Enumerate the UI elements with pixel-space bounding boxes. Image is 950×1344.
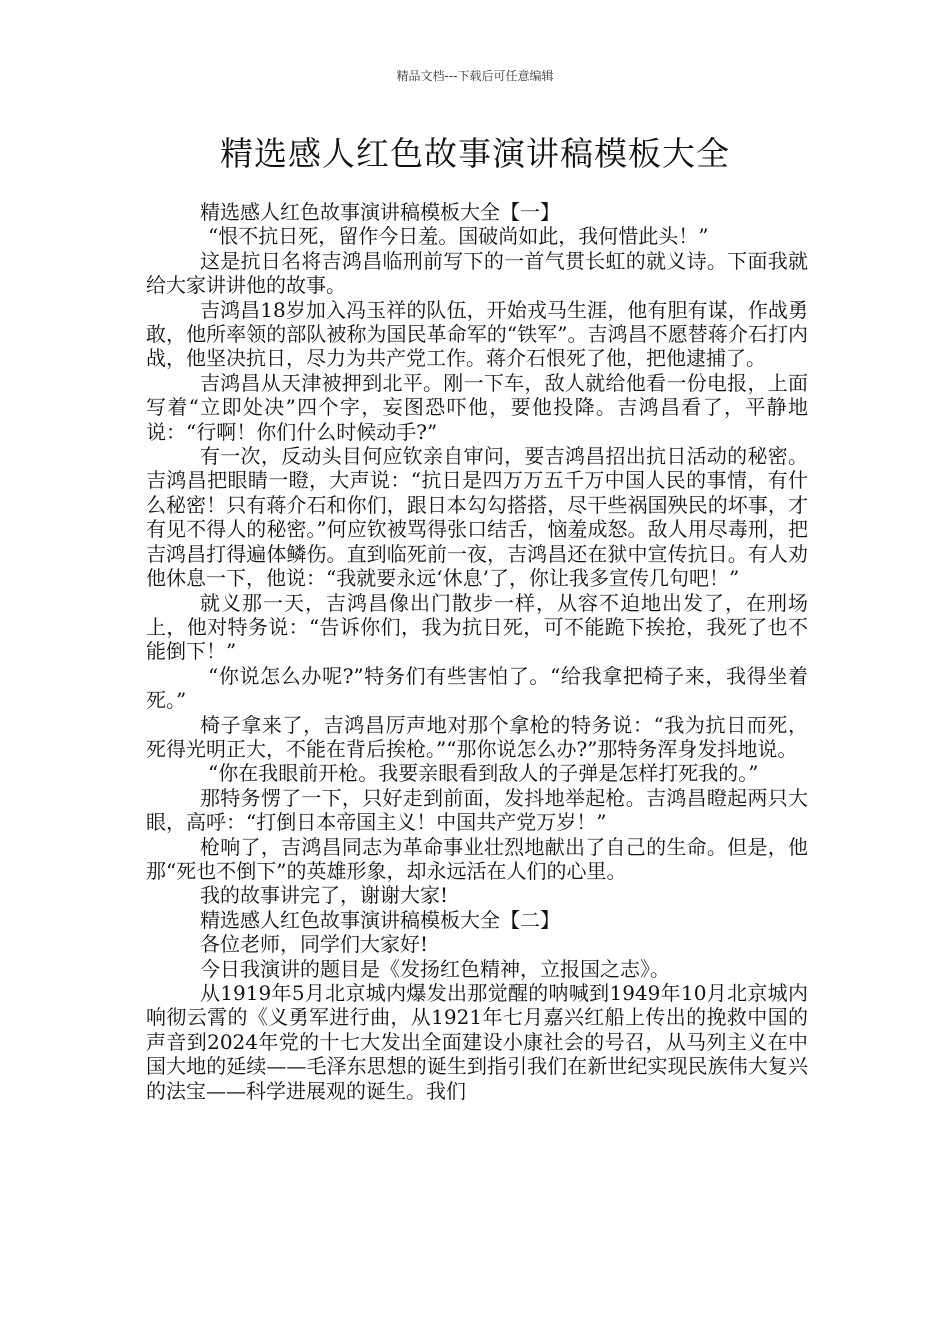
paragraph: “恨不抗日死，留作今日羞。国破尚如此，我何惜此头！” xyxy=(208,224,709,249)
paragraph: 吉鸿昌18岁加入冯玉祥的队伍，开始戎马生涯，他有胆有谋，作战勇敢，他所率领的部队被称为国民革命军的“铁军”。吉鸿昌不愿替蒋介石打内战，他坚决抗日，尽力为共产党工作。蒋介石恨死了他，把他逮捕了。 xyxy=(146,297,808,371)
paragraph: 枪响了，吉鸿昌同志为革命事业壮烈地献出了自己的生命。但是，他那“死也不倒下”的英雄形象，却永远活在人们的心里。 xyxy=(146,834,808,883)
paragraph: 那特务愣了一下，只好走到前面，发抖地举起枪。吉鸿昌瞪起两只大眼，高呼：“打倒日本帝国主义！中国共产党万岁！” xyxy=(146,785,808,835)
paragraph: 我的故事讲完了，谢谢大家! xyxy=(200,883,449,908)
paragraph: 从1919年5月北京城内爆发出那觉醒的呐喊到1949年10月北京城内响彻云霄的《义勇军进行曲，从1921年七月嘉兴红船上传出的挽救中国的声音到2024年党的十七大发出全面建设小康社会的号召，从马列主义在中国大地的延续——毛泽东思想的诞生到指引我们在新世纪实现民族伟大复兴的法宝——科学进展观的诞生。我们 xyxy=(146,981,808,1103)
paragraph: 吉鸿昌从天津被押到北平。刚一下车，敌人就给他看一份电报，上面写着“立即处决”四个字，妄图恐吓他，要他投降。吉鸿昌看了，平静地说：“行啊！你们什么时候动手?” xyxy=(146,370,808,444)
section-heading: 精选感人红色故事演讲稿模板大全【二】 xyxy=(200,907,560,932)
document-body xyxy=(146,200,808,1103)
paragraph: 今日我演讲的题目是《发扬红色精神，立报国之志》。 xyxy=(200,956,670,981)
section-heading: 精选感人红色故事演讲稿模板大全【一】 xyxy=(200,200,560,224)
paragraph: 各位老师，同学们大家好! xyxy=(200,932,429,957)
document-title: 精选感人红色故事演讲稿模板大全 xyxy=(220,134,730,173)
paragraph: 有一次，反动头目何应钦亲自审问，要吉鸿昌招出抗日活动的秘密。吉鸿昌把眼睛一瞪，大声说：“抗日是四万万五千万中国人民的事情，有什么秘密！只有蒋介石和你们，跟日本勾勾搭搭，尽干些祸国殃民的坏事，才有见不得人的秘密。”何应钦被骂得张口结舌，恼羞成怒。敌人用尽毒刑，把吉鸿昌打得遍体鳞伤。直到临死前一夜，吉鸿昌还在狱中宣传抗日。有人劝他休息一下，他说：“我就要永远‘休息’了，你让我多宣传几句吧！” xyxy=(146,444,808,591)
page-header: 精品文档---下载后可任意编辑 xyxy=(396,69,554,83)
paragraph: “你说怎么办呢?”特务们有些害怕了。“给我拿把椅子来，我得坐着死。” xyxy=(146,663,808,713)
paragraph: 这是抗日名将吉鸿昌临刑前写下的一首气贯长虹的就义诗。下面我就给大家讲讲他的故事。 xyxy=(146,248,808,298)
paragraph: “你在我眼前开枪。我要亲眼看到敌人的子弹是怎样打死我的。” xyxy=(208,761,759,786)
paragraph: 就义那一天，吉鸿昌像出门散步一样，从容不迫地出发了，在刑场上，他对特务说：“告诉你们，我为抗日死，可不能跪下挨抢，我死了也不能倒下！” xyxy=(146,590,808,664)
paragraph: 椅子拿来了，吉鸿昌厉声地对那个拿枪的特务说：“我为抗日而死，死得光明正大，不能在背后挨枪。”“那你说怎么办?”那特务浑身发抖地说。 xyxy=(146,712,808,761)
